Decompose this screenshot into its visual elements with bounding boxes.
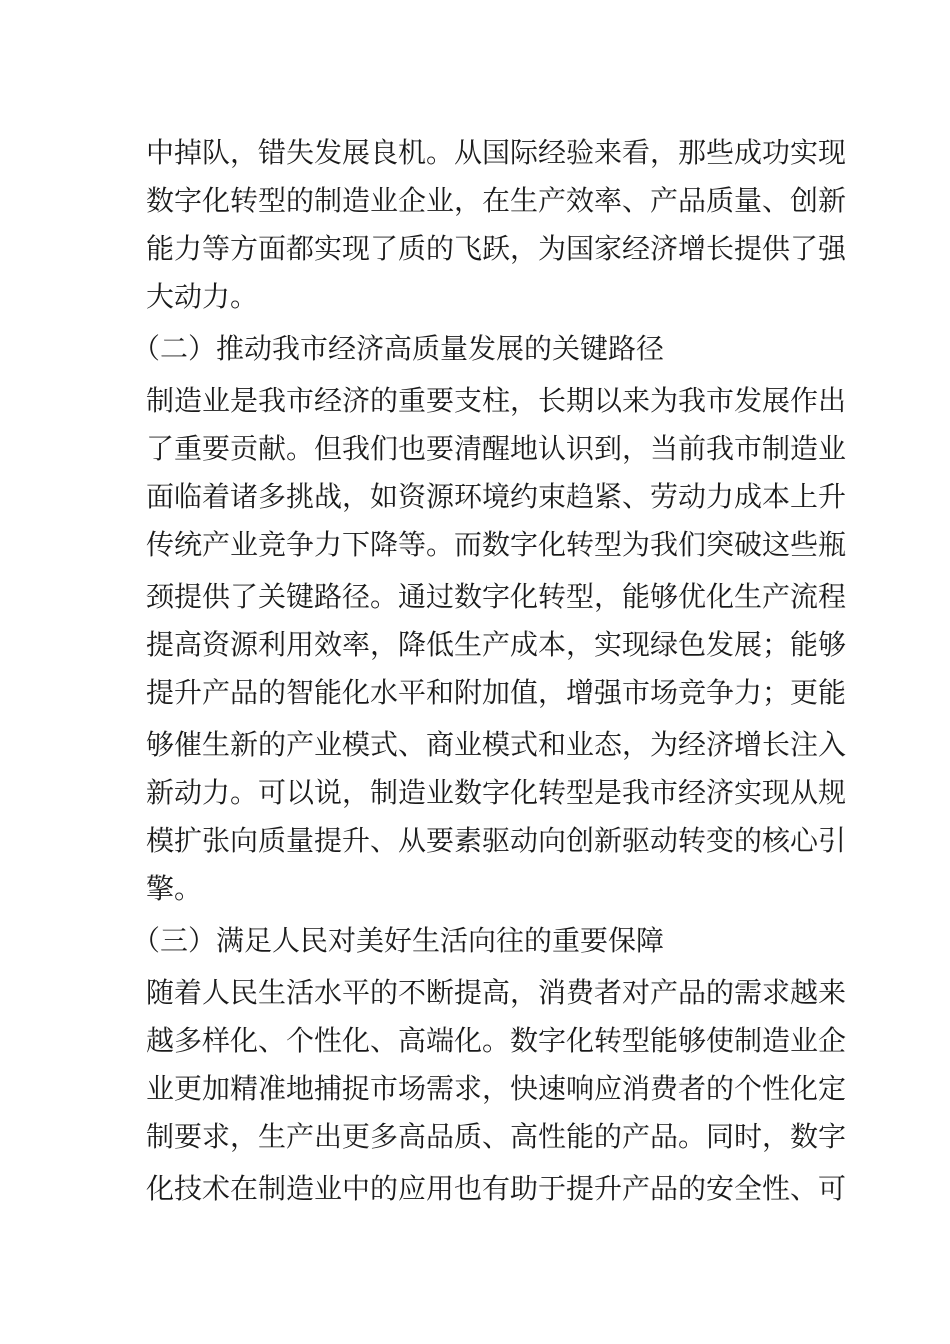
paragraph-line: 模扩张向质量提升、从要素驱动向创新驱动转变的核心引	[146, 824, 847, 857]
paragraph-line: 够催生新的产业模式、商业模式和业态，为经济增长注入	[146, 728, 847, 761]
paragraph-line: 越多样化、个性化、高端化。数字化转型能够使制造业企	[146, 1024, 847, 1057]
paragraph-line: 提高资源利用效率，降低生产成本，实现绿色发展；能够	[146, 628, 847, 661]
paragraph-line: 制要求，生产出更多高品质、高性能的产品。同时，数字	[146, 1120, 847, 1153]
paragraph-line: 大动力。	[146, 280, 259, 313]
paragraph-line: 随着人民生活水平的不断提高，消费者对产品的需求越来	[146, 976, 847, 1009]
paragraph-line: 业更加精准地捕捉市场需求，快速响应消费者的个性化定	[146, 1072, 847, 1105]
paragraph-line: 擎。	[146, 872, 203, 905]
paragraph-line: 中掉队，错失发展良机。从国际经验来看，那些成功实现	[146, 136, 847, 169]
paragraph-line: 传统产业竞争力下降等。而数字化转型为我们突破这些瓶	[146, 528, 847, 561]
section-heading: （三）满足人民对美好生活向往的重要保障	[132, 924, 665, 957]
paragraph-line: 制造业是我市经济的重要支柱，长期以来为我市发展作出	[146, 384, 847, 417]
section-heading: （二）推动我市经济高质量发展的关键路径	[132, 332, 665, 365]
paragraph-line: 面临着诸多挑战，如资源环境约束趋紧、劳动力成本上升	[146, 480, 847, 513]
paragraph-line: 新动力。可以说，制造业数字化转型是我市经济实现从规	[146, 776, 847, 809]
paragraph-line: 颈提供了关键路径。通过数字化转型，能够优化生产流程	[146, 580, 847, 613]
paragraph-line: 了重要贡献。但我们也要清醒地认识到，当前我市制造业	[146, 432, 847, 465]
paragraph-line: 能力等方面都实现了质的飞跃，为国家经济增长提供了强	[146, 232, 847, 265]
paragraph-line: 提升产品的智能化水平和附加值，增强市场竞争力；更能	[146, 676, 847, 709]
paragraph-line: 化技术在制造业中的应用也有助于提升产品的安全性、可	[146, 1172, 847, 1205]
paragraph-line: 数字化转型的制造业企业，在生产效率、产品质量、创新	[146, 184, 847, 217]
